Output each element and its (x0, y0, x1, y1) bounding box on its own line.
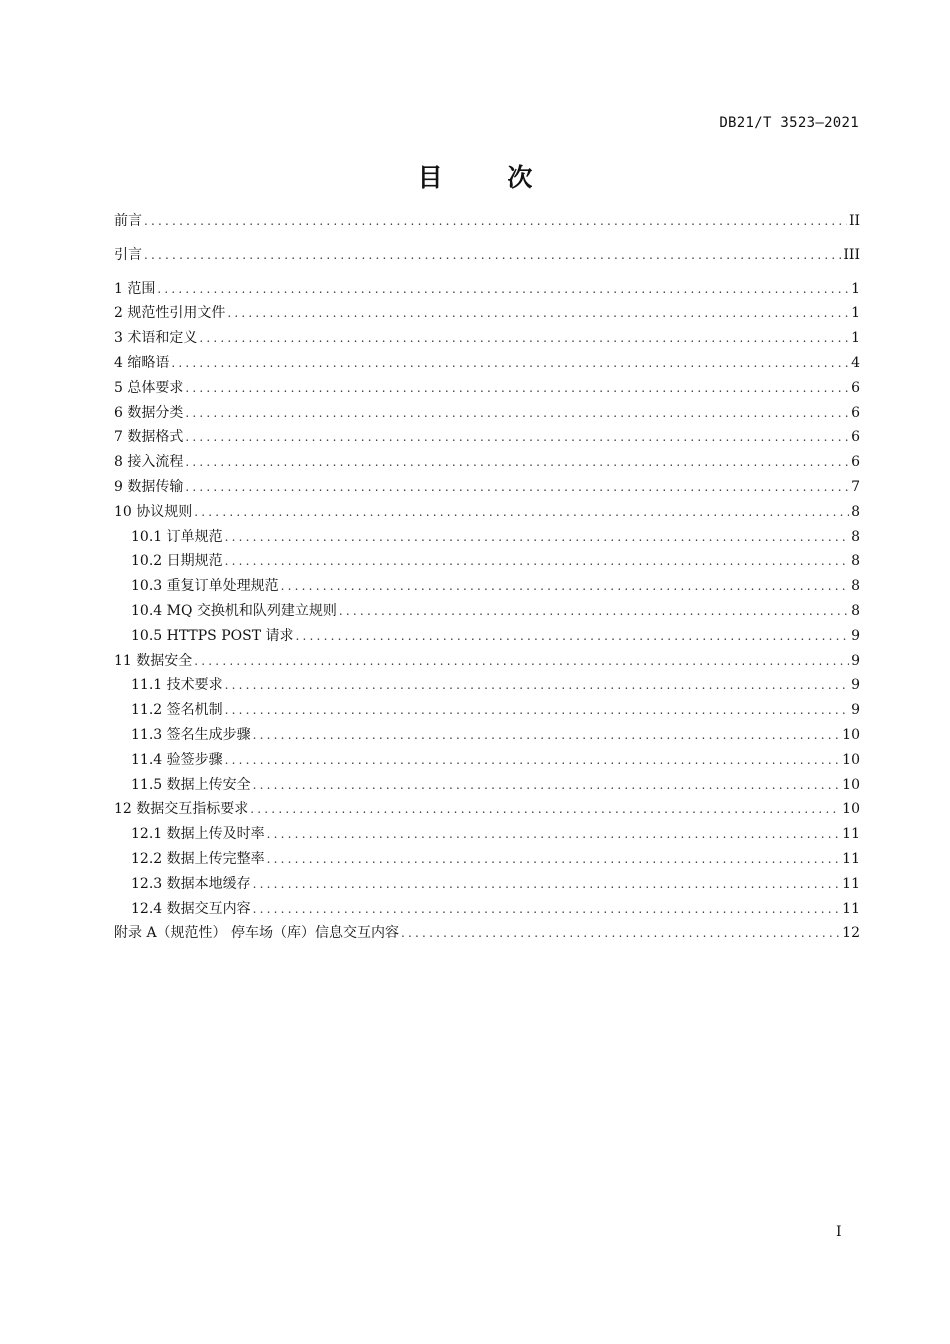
toc-entry-label: 10.4 MQ 交换机和队列建立规则 (131, 602, 337, 619)
toc-entry[interactable] (114, 599, 860, 624)
toc-entry-page: 4 (851, 354, 860, 371)
toc-entry[interactable] (114, 847, 860, 872)
toc-entry-page: 12 (842, 925, 860, 942)
toc-entry[interactable] (114, 401, 860, 426)
toc-entry-page: 9 (851, 627, 860, 644)
toc-entry-page: 1 (851, 330, 860, 347)
toc-entry-label: 前言 (114, 213, 142, 229)
toc-entry-label: 12.3 数据本地缓存 (131, 875, 251, 892)
toc-entry[interactable] (114, 773, 860, 798)
toc-leader-dots (253, 897, 841, 922)
toc-entry-page: 10 (842, 726, 860, 743)
toc-entry-label: 引言 (114, 246, 142, 263)
toc-entry[interactable] (114, 475, 860, 500)
toc-entry[interactable] (114, 209, 860, 234)
toc-entry-label: 10.2 日期规范 (131, 553, 223, 570)
toc-entry-label: 10.1 订单规范 (131, 528, 223, 545)
toc-entry-page: 8 (851, 578, 860, 595)
toc-entry-label: 9 数据传输 (114, 478, 184, 495)
toc-entry-page: 1 (851, 305, 860, 322)
toc-entry[interactable] (114, 797, 860, 822)
toc-entry[interactable] (114, 301, 860, 326)
toc-entry-page: 6 (851, 404, 860, 421)
toc-entry-page: 6 (851, 379, 860, 396)
toc-entry-page: 10 (842, 801, 860, 818)
toc-entry-label: 12.1 数据上传及时率 (131, 826, 265, 843)
toc-leader-dots (157, 277, 849, 302)
toc-entry-label: 12.4 数据交互内容 (131, 900, 251, 917)
toc-entry[interactable] (114, 748, 860, 773)
toc-entry[interactable] (114, 723, 860, 748)
toc-leader-dots (281, 574, 849, 599)
toc-entry-label: 6 数据分类 (114, 404, 184, 421)
toc-leader-dots (185, 450, 849, 475)
toc-entry-label: 10 协议规则 (114, 503, 193, 520)
toc-entry-label: 8 接入流程 (114, 454, 184, 471)
toc-leader-dots (253, 723, 841, 748)
toc-leader-dots (225, 525, 849, 550)
toc-entry-page: 8 (851, 602, 860, 619)
toc-leader-dots (185, 401, 849, 426)
toc-entry-label: 3 术语和定义 (114, 330, 198, 347)
toc-entry-page: 9 (851, 677, 860, 694)
toc-entry-page: 9 (851, 652, 860, 669)
toc-leader-dots (250, 797, 840, 822)
toc-entry-label: 11.2 签名机制 (131, 702, 223, 719)
toc-entry[interactable] (114, 326, 860, 351)
page-title: 目 次 (417, 163, 561, 192)
toc-leader-dots (194, 500, 849, 525)
toc-entry[interactable] (114, 376, 860, 401)
toc-entry-page: 1 (851, 280, 860, 297)
toc-entry-label: 附录 A（规范性） 停车场（库）信息交互内容 (114, 925, 400, 942)
toc-entry[interactable] (114, 243, 860, 268)
toc-entry-label: 5 总体要求 (114, 379, 184, 396)
toc-leader-dots (296, 624, 850, 649)
table-of-contents (114, 209, 860, 946)
toc-entry[interactable] (114, 921, 860, 946)
toc-entry[interactable] (114, 872, 860, 897)
toc-entry-label: 4 缩略语 (114, 354, 170, 371)
toc-leader-dots (185, 376, 849, 401)
toc-entry-page: 8 (851, 528, 860, 545)
toc-entry[interactable] (114, 698, 860, 723)
toc-entry[interactable] (114, 549, 860, 574)
toc-entry-label: 7 数据格式 (114, 429, 184, 446)
toc-leader-dots (227, 301, 849, 326)
toc-entry-page: 11 (842, 850, 860, 867)
toc-leader-dots (194, 649, 849, 674)
toc-leader-dots (225, 549, 849, 574)
toc-leader-dots (253, 773, 841, 798)
toc-entry-page: III (843, 246, 860, 263)
toc-entry[interactable] (114, 624, 860, 649)
toc-leader-dots (185, 475, 849, 500)
toc-entry-label: 11.5 数据上传安全 (131, 776, 251, 793)
toc-leader-dots (225, 698, 849, 723)
toc-entry-page: 11 (842, 875, 860, 892)
toc-entry[interactable] (114, 351, 860, 376)
toc-entry-page: 9 (851, 702, 860, 719)
toc-leader-dots (401, 921, 840, 946)
toc-entry-page: 11 (842, 900, 860, 917)
toc-entry-page: II (848, 213, 860, 229)
toc-entry[interactable] (114, 673, 860, 698)
toc-leader-dots (144, 209, 847, 234)
toc-leader-dots (225, 673, 849, 698)
toc-entry-page: 10 (842, 751, 860, 768)
toc-entry-label: 11.1 技术要求 (131, 677, 223, 694)
toc-leader-dots (339, 599, 849, 624)
toc-leader-dots (144, 243, 841, 268)
toc-leader-dots (267, 847, 841, 872)
toc-entry-label: 10.3 重复订单处理规范 (131, 578, 279, 595)
toc-entry-label: 2 规范性引用文件 (114, 305, 226, 322)
toc-leader-dots (171, 351, 849, 376)
toc-entry[interactable] (114, 450, 860, 475)
toc-entry[interactable] (114, 525, 860, 550)
page-number: I (836, 1224, 842, 1240)
toc-leader-dots (267, 822, 841, 847)
toc-leader-dots (185, 425, 849, 450)
toc-entry-label: 11.3 签名生成步骤 (131, 726, 251, 743)
toc-entry-page: 8 (851, 553, 860, 570)
toc-leader-dots (253, 872, 841, 897)
toc-leader-dots (199, 326, 849, 351)
document-code: DB21/T 3523—2021 (719, 115, 859, 131)
toc-entry[interactable] (114, 574, 860, 599)
toc-entry-page: 6 (851, 454, 860, 471)
toc-entry-page: 10 (842, 776, 860, 793)
toc-entry-page: 6 (851, 429, 860, 446)
toc-entry-page: 8 (851, 503, 860, 520)
toc-entry[interactable] (114, 500, 860, 525)
toc-entry[interactable] (114, 277, 860, 302)
toc-entry-page: 7 (851, 478, 860, 495)
toc-entry-label: 12.2 数据上传完整率 (131, 850, 265, 867)
toc-entry-label: 11.4 验签步骤 (131, 751, 223, 768)
toc-entry-label: 11 数据安全 (114, 652, 193, 669)
toc-entry-page: 11 (842, 826, 860, 843)
toc-entry[interactable] (114, 822, 860, 847)
toc-entry-label: 10.5 HTTPS POST 请求 (131, 627, 294, 644)
toc-entry-label: 1 范围 (114, 280, 156, 297)
toc-entry[interactable] (114, 897, 860, 922)
toc-entry[interactable] (114, 425, 860, 450)
toc-entry-label: 12 数据交互指标要求 (114, 801, 249, 818)
toc-entry[interactable] (114, 649, 860, 674)
toc-leader-dots (225, 748, 841, 773)
